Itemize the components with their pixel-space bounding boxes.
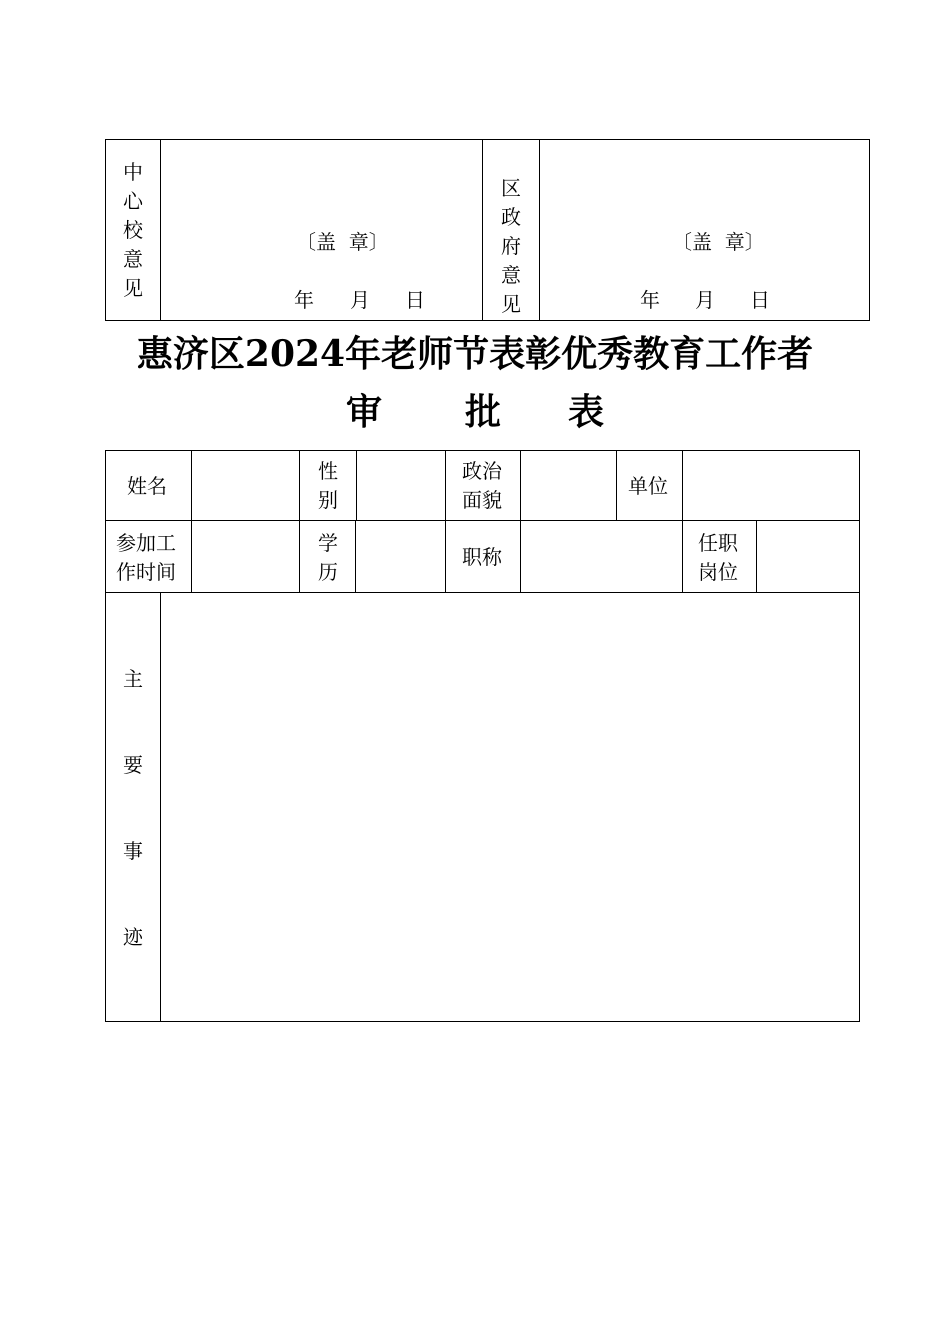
row1-divider (616, 450, 617, 521)
district-gov-date-day: 日 (750, 288, 770, 312)
info-row-divider-1 (105, 520, 860, 521)
name-label: 姓名 (127, 474, 167, 498)
row2-divider (682, 520, 683, 593)
row2-divider (355, 520, 356, 593)
subtitle-char-1: 审 (346, 391, 383, 433)
deeds-divider (160, 592, 161, 1022)
row2-divider (520, 520, 521, 593)
row1-divider (445, 450, 446, 521)
unit-label: 单位 (628, 474, 668, 498)
professional-title-label: 职称 (462, 545, 502, 569)
center-school-date-day: 日 (405, 288, 425, 312)
gender-label: 性 别 (318, 459, 338, 512)
row2-divider (191, 520, 192, 593)
info-row-divider-2 (105, 592, 860, 593)
political-status-label: 政治 面貌 (462, 459, 502, 512)
district-gov-seal: 〔盖 章〕 (672, 230, 765, 254)
row1-divider (356, 450, 357, 521)
center-school-opinion-label: 中 心 校 意 见 (123, 160, 143, 300)
education-label: 学 历 (318, 531, 338, 584)
district-gov-date-month: 月 (695, 288, 715, 312)
work-start-time-label: 参加工 作时间 (116, 531, 176, 584)
approval-divider-1 (160, 139, 161, 321)
row1-divider (682, 450, 683, 521)
row2-divider (445, 520, 446, 593)
page-title: 惠济区2024年老师节表彰优秀教育工作者 (136, 333, 814, 375)
row2-divider (299, 520, 300, 593)
center-school-date-year: 年 (294, 288, 314, 312)
district-gov-date-year: 年 (640, 288, 660, 312)
row1-divider (191, 450, 192, 521)
subtitle-char-3: 表 (568, 391, 605, 433)
row1-divider (299, 450, 300, 521)
info-table (105, 450, 860, 1022)
row2-divider (756, 520, 757, 593)
center-school-seal: 〔盖 章〕 (296, 230, 389, 254)
center-school-date-month: 月 (350, 288, 370, 312)
district-gov-opinion-label: 区 政 府 意 见 (501, 176, 521, 316)
approval-divider-2 (482, 139, 483, 321)
approval-divider-3 (539, 139, 540, 321)
subtitle-char-2: 批 (465, 391, 502, 433)
position-label: 任职 岗位 (698, 531, 738, 584)
row1-divider (520, 450, 521, 521)
